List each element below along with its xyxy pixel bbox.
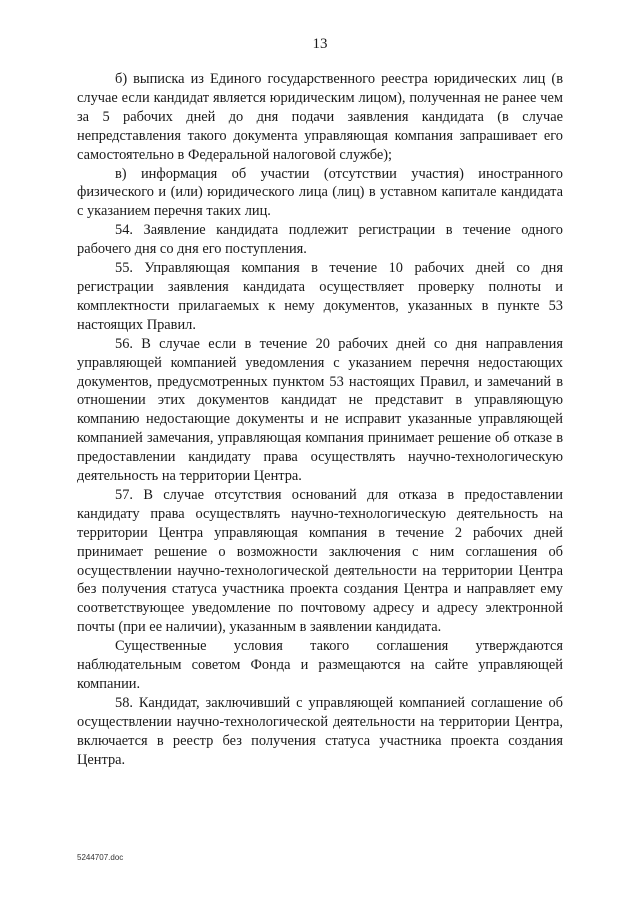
paragraph-agreement-conditions: Существенные условия такого соглашения утверждаются наблюдательным советом Фонда и размещаются на сайте управляющей компании. [77,638,563,692]
paragraph-57-agreement-decision: 57. В случае отсутствия оснований для отказа в предоставлении кандидату права осуществлять научно-технологическую деятельность на территории Центра управляющая компания в течение 2 рабочих дней принимает решение о возможности заключения с ним соглашения об осуществлении научно-технологической деятельности на территории Центра без получения статуса участника проекта создания Центра и направляет ему соответствующее уведомление по почтовому адресу и адресу электронной почты (при ее наличии), указанным в заявлении кандидата. [77,486,563,636]
paragraph-56-refusal: 56. В случае если в течение 20 рабочих дней со дня направления управляющей компанией уведомления с указанием перечня недостающих документов, предусмотренных пунктом 53 настоящих Правил, и замечаний в отношении этих документов кандидат не представит в управляющую компанию недостающие документы и не исправит указанные управляющей компанией замечания, управляющая компания принимает решение об отказе в предоставлении кандидату права осуществлять научно-технологическую деятельность на территории Центра. [77,335,563,485]
paragraph-v-foreign-participation: в) информация об участии (отсутствии участия) иностранного физического и (или) юридического лица (лиц) в уставном капитале кандидата с указанием перечня таких лиц. [77,165,563,220]
paragraph-b-egrul-extract: б) выписка из Единого государственного реестра юридических лиц (в случае если кандидат является юридическим лицом), полученная не ранее чем за 5 рабочих дней до дня подачи заявления кандидата (в случае непредставления такого документа управляющая компания запрашивает его самостоятельно в Федеральной налоговой службе); [77,71,563,163]
paragraph-55-completeness-check: 55. Управляющая компания в течение 10 рабочих дней со дня регистрации заявления кандидата осуществляет проверку полноты и комплектности прилагаемых к нему документов, указанных в пункте 53 настоящих Правил. [77,260,563,333]
document-body [77,70,563,770]
paragraph-54-registration: 54. Заявление кандидата подлежит регистрации в течение одного рабочего дня со дня его поступления. [77,222,563,258]
page-number: 13 [312,36,328,52]
paragraph-58-registry-inclusion: 58. Кандидат, заключивший с управляющей компанией соглашение об осуществлении научно-технологической деятельности на территории Центра, включается в реестр без получения статуса участника проекта создания Центра. [77,694,563,768]
document-file-id: 5244707.doc [77,853,124,862]
